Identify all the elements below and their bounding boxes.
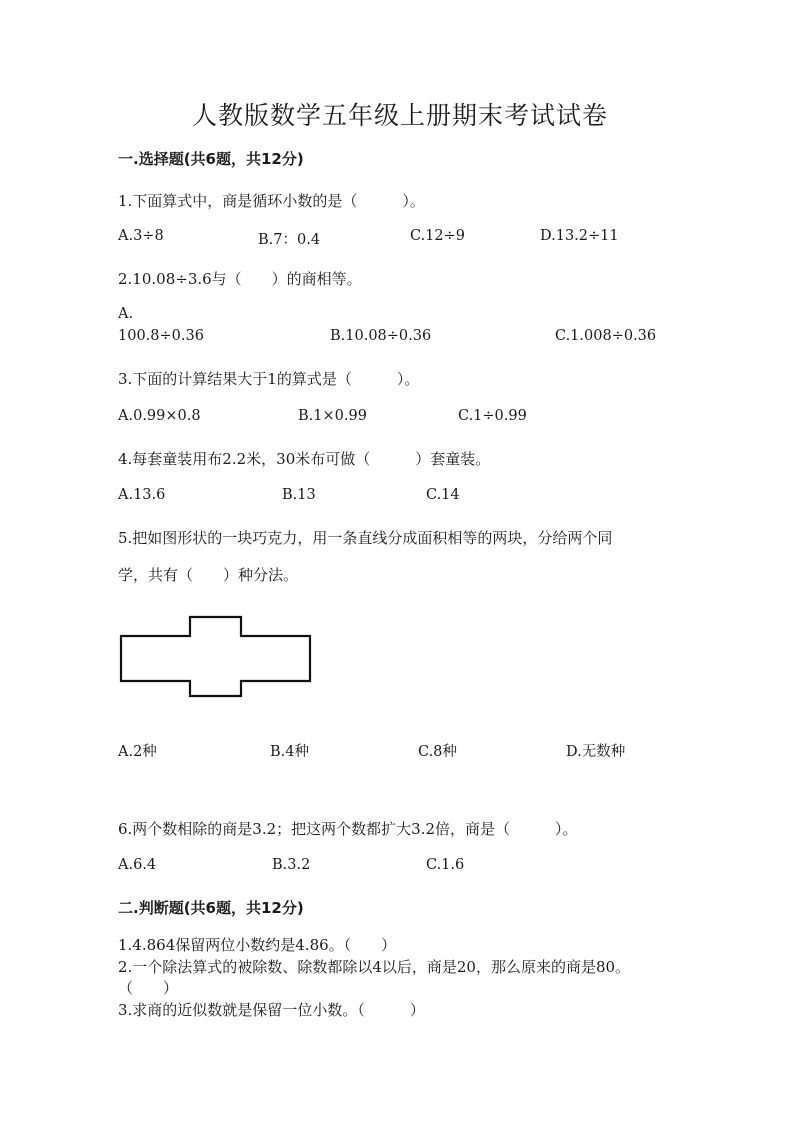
question-1-option-b: B.7：0.4 [258, 232, 321, 248]
question-1-option-c: C.12÷9 [410, 228, 466, 244]
question-2-stem: 2.10.08÷3.6与（ ）的商相等。 [118, 270, 362, 288]
question-5-option-c: C.8种 [418, 744, 457, 760]
section-heading-choice: 一.选择题(共6题，共12分) [118, 150, 304, 168]
chocolate-cross-shape [118, 614, 314, 700]
judgment-item-2-blank: （ ） [118, 979, 179, 997]
exam-title: 人教版数学五年级上册期末考试试卷 [191, 101, 608, 130]
section-heading-judgment: 二.判断题(共6题，共12分) [118, 899, 304, 917]
question-2-option-c: C.1.008÷0.36 [555, 328, 657, 344]
question-5-stem-line2: 学，共有（ ）种分法。 [118, 566, 299, 584]
question-2-option-b: B.10.08÷0.36 [330, 328, 432, 344]
question-2-option-a-label: A. [118, 306, 134, 322]
question-4-option-a: A.13.6 [118, 487, 166, 503]
question-6-option-a: A.6.4 [118, 857, 157, 873]
judgment-item-3: 3.求商的近似数就是保留一位小数。（ ） [118, 1001, 425, 1019]
question-6-option-b: B.3.2 [272, 857, 311, 873]
question-5-option-b: B.4种 [270, 744, 309, 760]
question-5-option-d: D.无数种 [566, 744, 626, 760]
question-5-option-a: A.2种 [118, 744, 157, 760]
question-4-stem: 4.每套童装用布2.2米，30米布可做（ ）套童装。 [118, 450, 491, 468]
question-3-option-c: C.1÷0.99 [458, 408, 527, 424]
question-5-stem-line1: 5.把如图形状的一块巧克力，用一条直线分成面积相等的两块，分给两个同 [118, 529, 613, 547]
question-4-option-c: C.14 [426, 487, 460, 503]
question-4-option-b: B.13 [282, 487, 316, 503]
question-3-option-a: A.0.99×0.8 [118, 408, 201, 424]
question-3-stem: 3.下面的计算结果大于1的算式是（ ）。 [118, 370, 420, 388]
question-3-option-b: B.1×0.99 [298, 408, 367, 424]
question-1-option-d: D.13.2÷11 [540, 228, 619, 244]
question-2-option-a: 100.8÷0.36 [118, 328, 204, 344]
question-6-option-c: C.1.6 [426, 857, 465, 873]
question-6-stem: 6.两个数相除的商是3.2；把这两个数都扩大3.2倍，商是（ ）。 [118, 820, 578, 838]
judgment-item-1: 1.4.864保留两位小数约是4.86。（ ） [118, 936, 397, 954]
judgment-item-2: 2.一个除法算式的被除数、除数都除以4以后，商是20，那么原来的商是80。 [118, 958, 631, 976]
question-1-option-a: A.3÷8 [118, 228, 164, 244]
question-1-stem: 1.下面算式中，商是循环小数的是（ ）。 [118, 192, 425, 210]
